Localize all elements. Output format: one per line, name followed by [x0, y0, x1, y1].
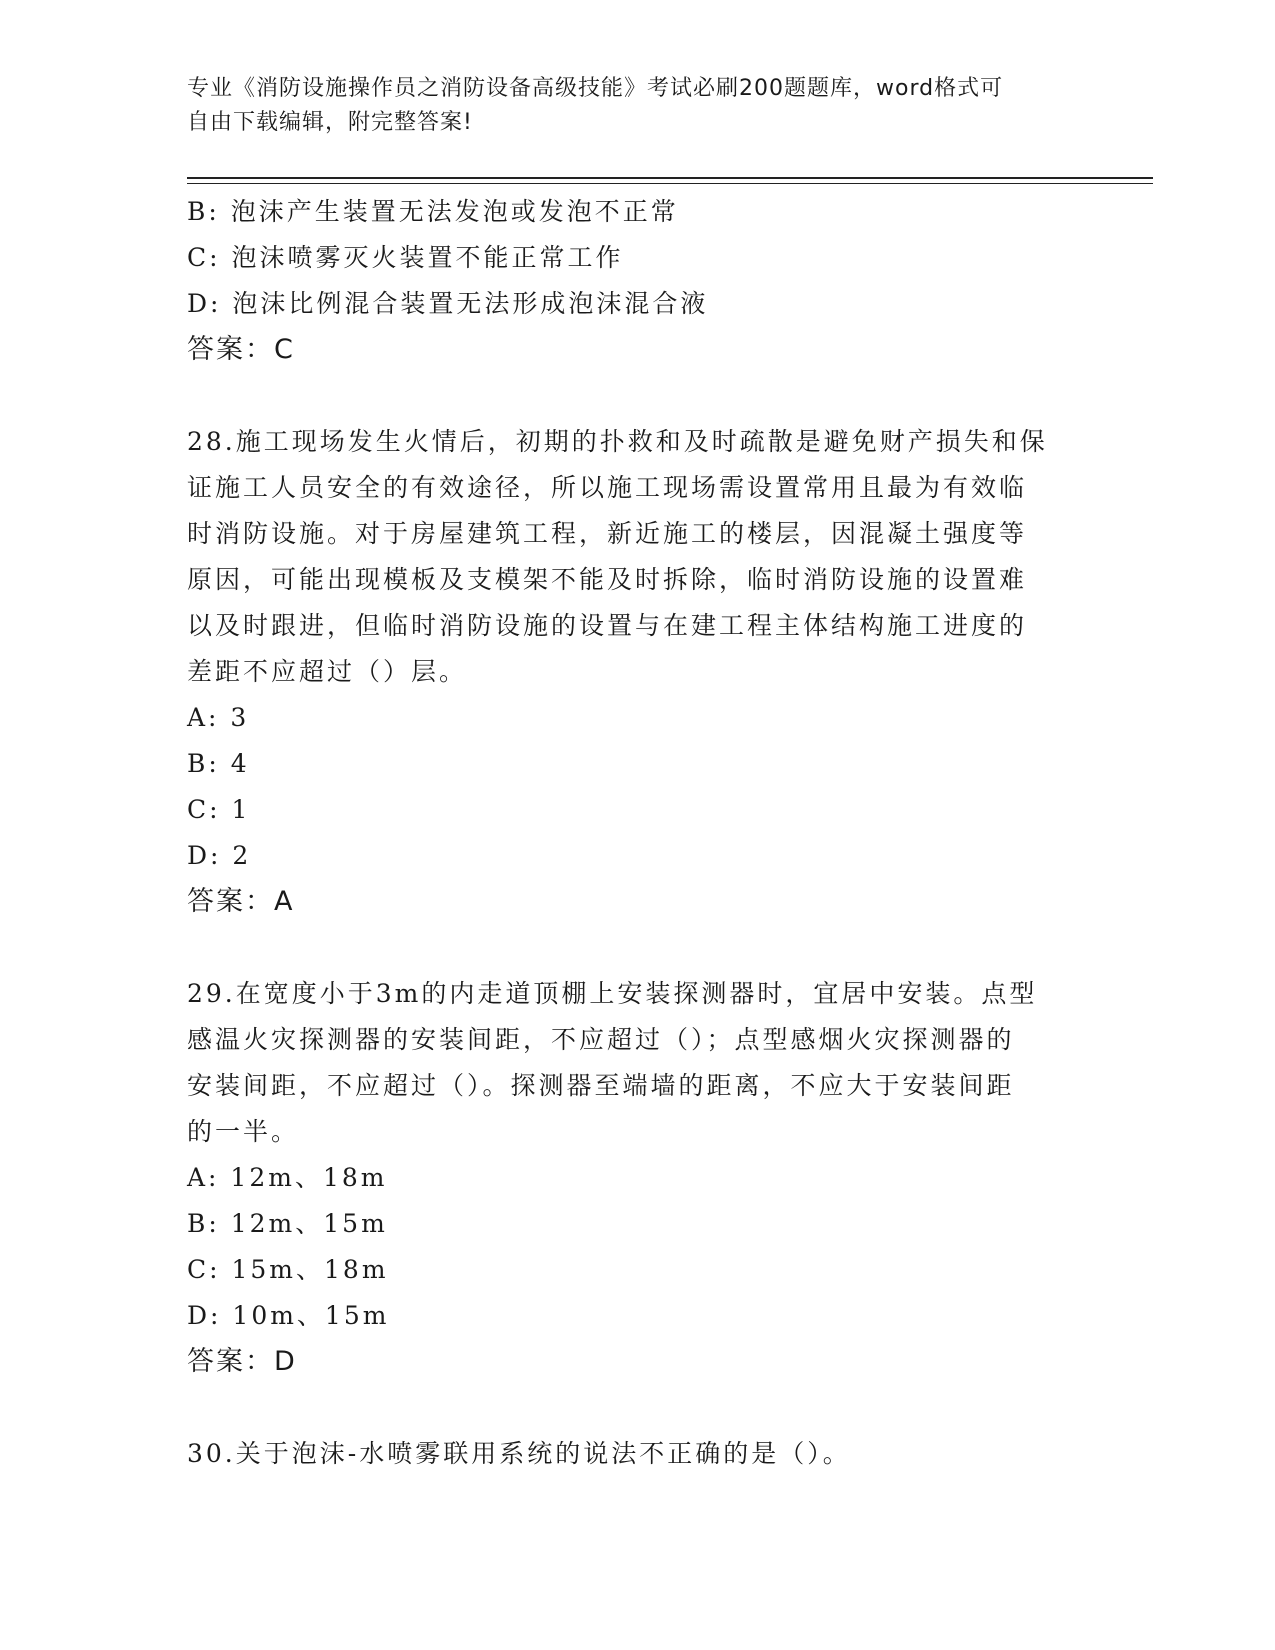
spacer — [187, 1385, 1087, 1431]
question-27-tail — [187, 189, 1087, 373]
question-text-line: 安装间距，不应超过（）。探测器至端墙的距离，不应大于安装间距 — [187, 1071, 1015, 1100]
header-rule-thin — [187, 183, 1153, 184]
header-line-2: 自由下载编辑，附完整答案! — [187, 110, 473, 135]
option-a: A: 12m、18m — [187, 1163, 388, 1192]
answer-label: 答案：D — [187, 1346, 297, 1377]
spacer — [187, 373, 1087, 419]
header-line-1: 专业《消防设施操作员之消防设备高级技能》考试必刷200题题库，word格式可 — [187, 76, 1004, 101]
header-rule-thick — [187, 177, 1153, 179]
option-d: D: 泡沫比例混合装置无法形成泡沫混合液 — [187, 289, 709, 318]
option-d: D: 2 — [187, 841, 252, 870]
question-text-line: 的一半。 — [187, 1117, 300, 1146]
option-b: B: 4 — [187, 749, 250, 778]
question-29 — [187, 971, 1087, 1385]
document-body — [187, 189, 1087, 1477]
question-28 — [187, 419, 1087, 925]
option-c: C: 15m、18m — [187, 1255, 389, 1284]
answer-label: 答案：C — [187, 334, 295, 365]
answer-label: 答案：A — [187, 886, 295, 917]
option-c: C: 1 — [187, 795, 251, 824]
question-text-line: 以及时跟进，但临时消防设施的设置与在建工程主体结构施工进度的 — [187, 611, 1028, 640]
option-b: B: 12m、15m — [187, 1209, 388, 1238]
option-a: A: 3 — [187, 703, 250, 732]
option-b: B: 泡沫产生装置无法发泡或发泡不正常 — [187, 197, 679, 226]
document-header — [187, 72, 1067, 140]
question-text-line: 感温火灾探测器的安装间距，不应超过（）；点型感烟火灾探测器的 — [187, 1025, 1015, 1054]
question-text-line: 30.关于泡沫-水喷雾联用系统的说法不正确的是（）。 — [187, 1439, 851, 1468]
option-d: D: 10m、15m — [187, 1301, 390, 1330]
option-c: C: 泡沫喷雾灭火装置不能正常工作 — [187, 243, 624, 272]
question-30 — [187, 1431, 1087, 1477]
question-text-line: 差距不应超过（）层。 — [187, 657, 468, 686]
question-text-line: 29.在宽度小于3m的内走道顶棚上安装探测器时，宜居中安装。点型 — [187, 979, 1038, 1008]
question-text-line: 28.施工现场发生火情后，初期的扑救和及时疏散是避免财产损失和保 — [187, 427, 1048, 456]
question-text-line: 原因，可能出现模板及支模架不能及时拆除，临时消防设施的设置难 — [187, 565, 1028, 594]
question-text-line: 时消防设施。对于房屋建筑工程，新近施工的楼层，因混凝土强度等 — [187, 519, 1028, 548]
question-text-line: 证施工人员安全的有效途径，所以施工现场需设置常用且最为有效临 — [187, 473, 1028, 502]
spacer — [187, 925, 1087, 971]
